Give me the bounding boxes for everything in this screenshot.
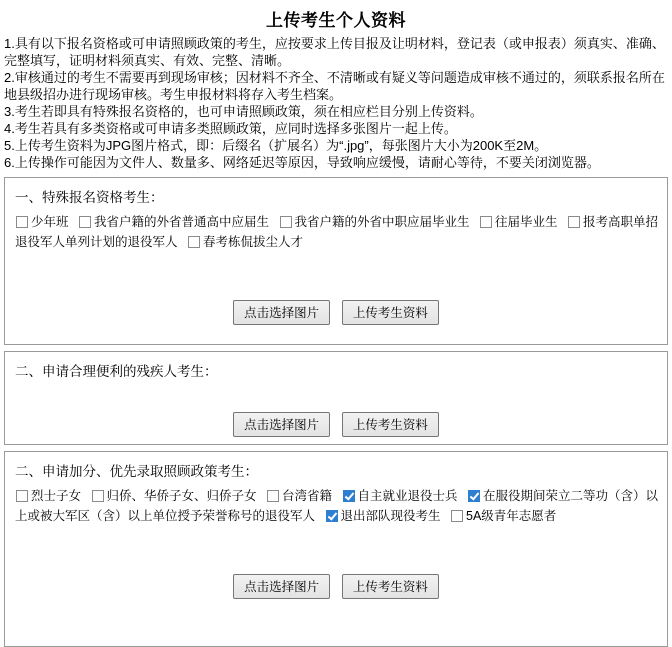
spacer	[13, 526, 659, 560]
checkbox-waisheng-gaozhong[interactable]	[79, 216, 91, 228]
checkbox-wangjie[interactable]	[480, 216, 492, 228]
notice-line: 3.考生若即具有特殊报名资格的，也可申请照顾政策，须在相应栏目分别上传资料。	[4, 104, 483, 119]
section-buttons	[13, 300, 659, 325]
section-buttons	[13, 412, 659, 437]
spacer	[13, 252, 659, 286]
checkbox-gaozhi-danzhao-tuiyi[interactable]	[568, 216, 580, 228]
notice-line: 5.上传考生资料为JPG图片格式，即：后缀名（扩展名）为“.jpg”，每张图片大小为200K至2M。	[4, 138, 548, 153]
checkbox-label: 在服役期间荣立二等功（含）以上或被大军区（含）以上单位授予荣誉称号的退役军人	[15, 489, 659, 523]
notice-block	[0, 35, 672, 171]
spacer	[13, 386, 659, 398]
notice-line: 4.考生若具有多类资格或可申请多类照顾政策，应同时选择多张图片一起上传。	[4, 121, 457, 136]
select-image-button[interactable]: 点击选择图片	[233, 300, 330, 325]
checkbox-group	[13, 212, 659, 252]
checkbox-zizhu-jiuye-tuiyi[interactable]	[343, 490, 355, 502]
section-bonus-policy	[4, 451, 668, 647]
checkbox-label: 我省户籍的外省普通高中应届生	[94, 215, 270, 229]
upload-button[interactable]: 上传考生资料	[342, 300, 439, 325]
upload-button[interactable]: 上传考生资料	[342, 574, 439, 599]
notice-line: 2.审核通过的考生不需要再到现场审核；因材料不齐全、不清晰或有疑义等问题造成审核不通过的，须联系报名所在地县级招办进行现场审核。考生申报材料将存入考生档案。	[4, 70, 665, 102]
checkbox-erdenggong-tuiyi[interactable]	[468, 490, 480, 502]
select-image-button[interactable]: 点击选择图片	[233, 412, 330, 437]
section-disabled-candidates	[4, 351, 668, 445]
checkbox-5a-zhiyuanzhe[interactable]	[451, 510, 463, 522]
section-buttons	[13, 574, 659, 599]
section-legend: 一、特殊报名资格考生：	[15, 190, 164, 205]
checkbox-label: 烈士子女	[31, 489, 82, 503]
notice-line: 6.上传操作可能因为文件人、数量多、网络延迟等原因，导致响应缓慢，请耐心等待，不要关闭浏览器。	[4, 155, 600, 170]
checkbox-lieshi-zinv[interactable]	[16, 490, 28, 502]
checkbox-waisheng-zhongzhi[interactable]	[280, 216, 292, 228]
checkbox-label: 台湾省籍	[282, 489, 333, 503]
checkbox-chunkao-bajian[interactable]	[188, 236, 200, 248]
checkbox-label: 报考高职单招退役军人单列计划的退役军人	[15, 215, 659, 249]
notice-line: 1.具有以下报名资格或可申请照顾政策的考生，应按要求上传目报及让明材料，登记表（或申报表）须真实、准确、完整填写，证明材料须真实、有效、完整、清晰。	[4, 36, 665, 68]
checkbox-label: 自主就业退役士兵	[357, 489, 458, 503]
checkbox-shaonianban[interactable]	[16, 216, 28, 228]
checkbox-label: 少年班	[31, 215, 69, 229]
checkbox-taiwan-shengji[interactable]	[267, 490, 279, 502]
section-legend: 二、申请合理便利的残疾人考生：	[15, 364, 218, 379]
checkbox-label: 春考栋侃拔尘人才	[203, 235, 304, 249]
checkbox-tuichu-xianyi[interactable]	[326, 510, 338, 522]
checkbox-guiqiao-zinv[interactable]	[92, 490, 104, 502]
checkbox-label: 我省户籍的外省中职应届毕业生	[294, 215, 470, 229]
select-image-button[interactable]: 点击选择图片	[233, 574, 330, 599]
section-special-qualification	[4, 177, 668, 345]
upload-button[interactable]: 上传考生资料	[342, 412, 439, 437]
checkbox-group	[13, 486, 659, 526]
page-title: 上传考生个人资料	[266, 11, 406, 30]
section-legend: 二、申请加分、优先录取照顾政策考生：	[15, 464, 258, 479]
checkbox-label: 归侨、华侨子女、归侨子女	[106, 489, 257, 503]
checkbox-label: 退出部队现役考生	[340, 509, 441, 523]
checkbox-label: 5A级青年志愿者	[466, 509, 557, 523]
checkbox-label: 往届毕业生	[495, 215, 558, 229]
